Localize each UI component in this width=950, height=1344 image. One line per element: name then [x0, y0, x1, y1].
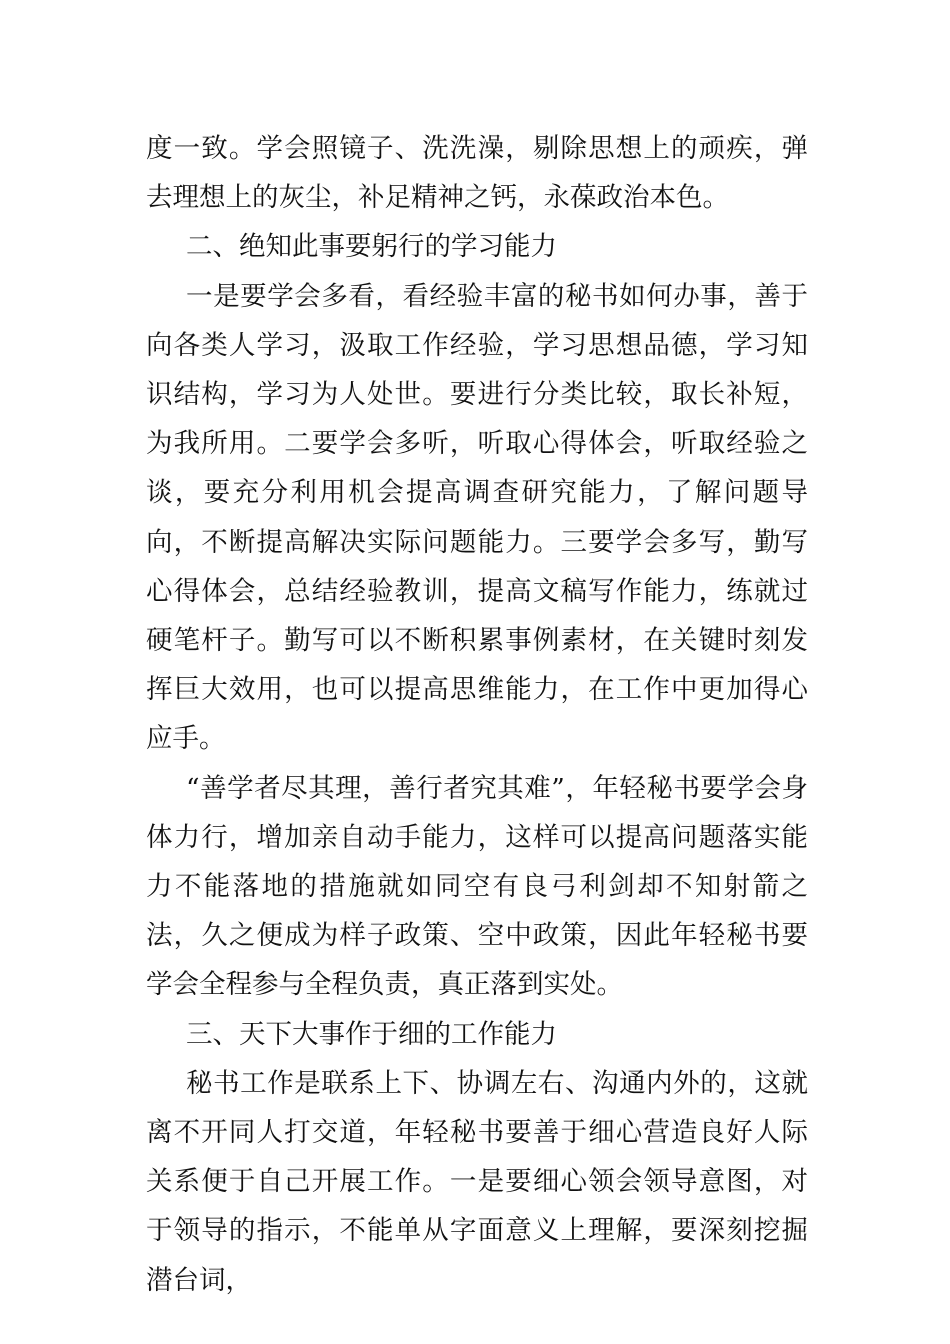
section-heading-two: 二、绝知此事要躬行的学习能力: [186, 231, 557, 263]
document-body: [146, 124, 808, 1305]
section-heading-three: 三、天下大事作于细的工作能力: [186, 1018, 557, 1050]
paragraph-work-ability: 秘书工作是联系上下、协调左右、沟通内外的，这就离不开同人打交道，年轻秘书要善于细心营造良好人际关系便于自己开展工作。一是要细心领会领导意图，对于领导的指示，不能单从字面意义上理解，要深刻挖掘潜台词，: [146, 1067, 808, 1296]
paragraph-learning: 一是要学会多看，看经验丰富的秘书如何办事，善于向各类人学习，汲取工作经验，学习思想品德，学习知识结构，学习为人处世。要进行分类比较，取长补短，为我所用。二要学会多听，听取心得体会，听取经验之谈，要充分利用机会提高调查研究能力，了解问题导向，不断提高解决实际问题能力。三要学会多写，勤写心得体会，总结经验教训，提高文稿写作能力，练就过硬笔杆子。勤写可以不断积累事例素材，在关键时刻发挥巨大效用，也可以提高思维能力，在工作中更加得心应手。: [146, 280, 808, 755]
paragraph-continuation: 度一致。学会照镜子、洗洗澡，剔除思想上的顽疾，弹去理想上的灰尘，补足精神之钙，永葆政治本色。: [146, 133, 808, 214]
paragraph-practice: “善学者尽其理，善行者究其难”，年轻秘书要学会身体力行，增加亲自动手能力，这样可以提高问题落实能力不能落地的措施就如同空有良弓利剑却不知射箭之法，久之便成为样子政策、空中政策，因此年轻秘书要学会全程参与全程负责，真正落到实处。: [146, 772, 808, 1001]
